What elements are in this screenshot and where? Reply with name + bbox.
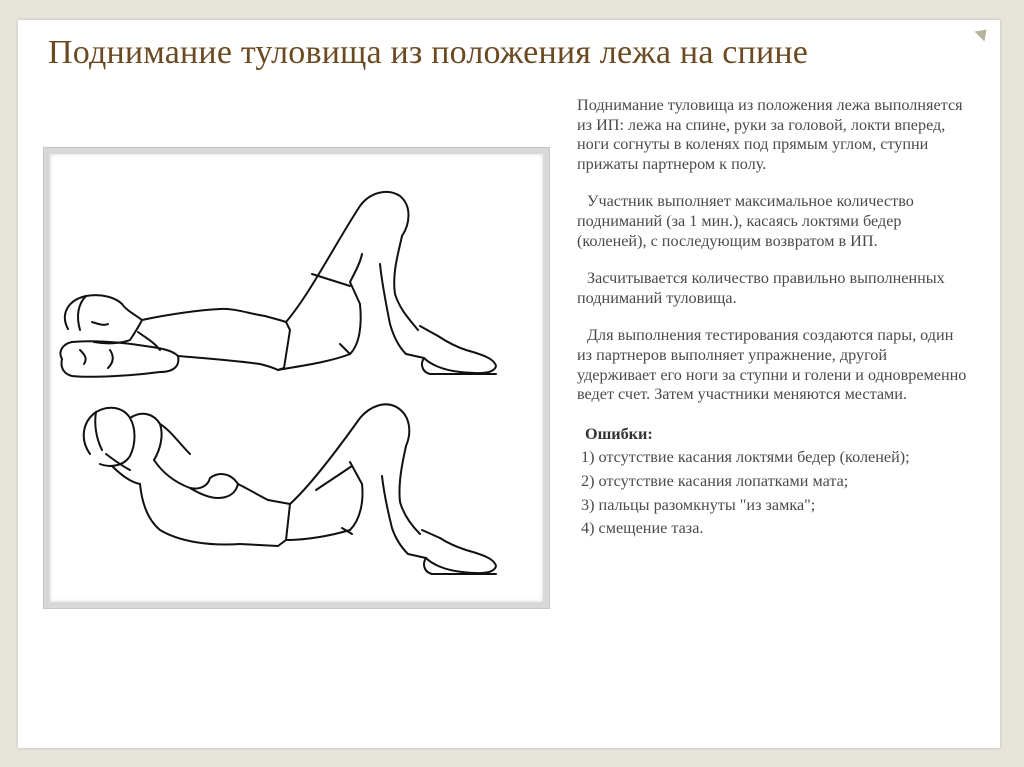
slide-title: Поднимание туловища из положения лежа на спине bbox=[48, 34, 809, 71]
description-paragraph-3: Засчитывается количество правильно выполненных подниманий туловища. bbox=[577, 269, 945, 307]
figure-lying-icon bbox=[60, 192, 496, 377]
situps-illustration bbox=[44, 148, 549, 608]
figure-situp-icon bbox=[84, 404, 496, 574]
corner-arrow-icon bbox=[975, 25, 992, 42]
error-item: 3) пальцы разомкнуты "из замка"; bbox=[581, 495, 816, 514]
description-paragraph-4: Для выполнения тестирования создаются пары, один из партнеров выполняет упражнение, другой удерживает его ноги за ступни и голени и одновременно ведет счет. Затем участники меняются местами. bbox=[577, 326, 967, 404]
situps-illustration-icon bbox=[50, 154, 543, 602]
error-item: 2) отсутствие касания лопатками мата; bbox=[581, 471, 849, 490]
description-paragraph-1: Поднимание туловища из положения лежа выполняется из ИП: лежа на спине, руки за головой, локти вперед, ноги согнуты в коленях под прямым углом, ступни прижаты партнером к полу. bbox=[577, 96, 963, 173]
errors-heading: Ошибки: bbox=[585, 424, 653, 443]
error-item: 1) отсутствие касания локтями бедер (коленей); bbox=[581, 448, 910, 467]
error-item: 4) смещение таза. bbox=[581, 519, 704, 538]
description-column bbox=[577, 96, 967, 543]
description-paragraph-2: Участник выполняет максимальное количество подниманий (за 1 мин.), касаясь локтями бедер (коленей), с последующим возвратом в ИП. bbox=[577, 192, 914, 250]
